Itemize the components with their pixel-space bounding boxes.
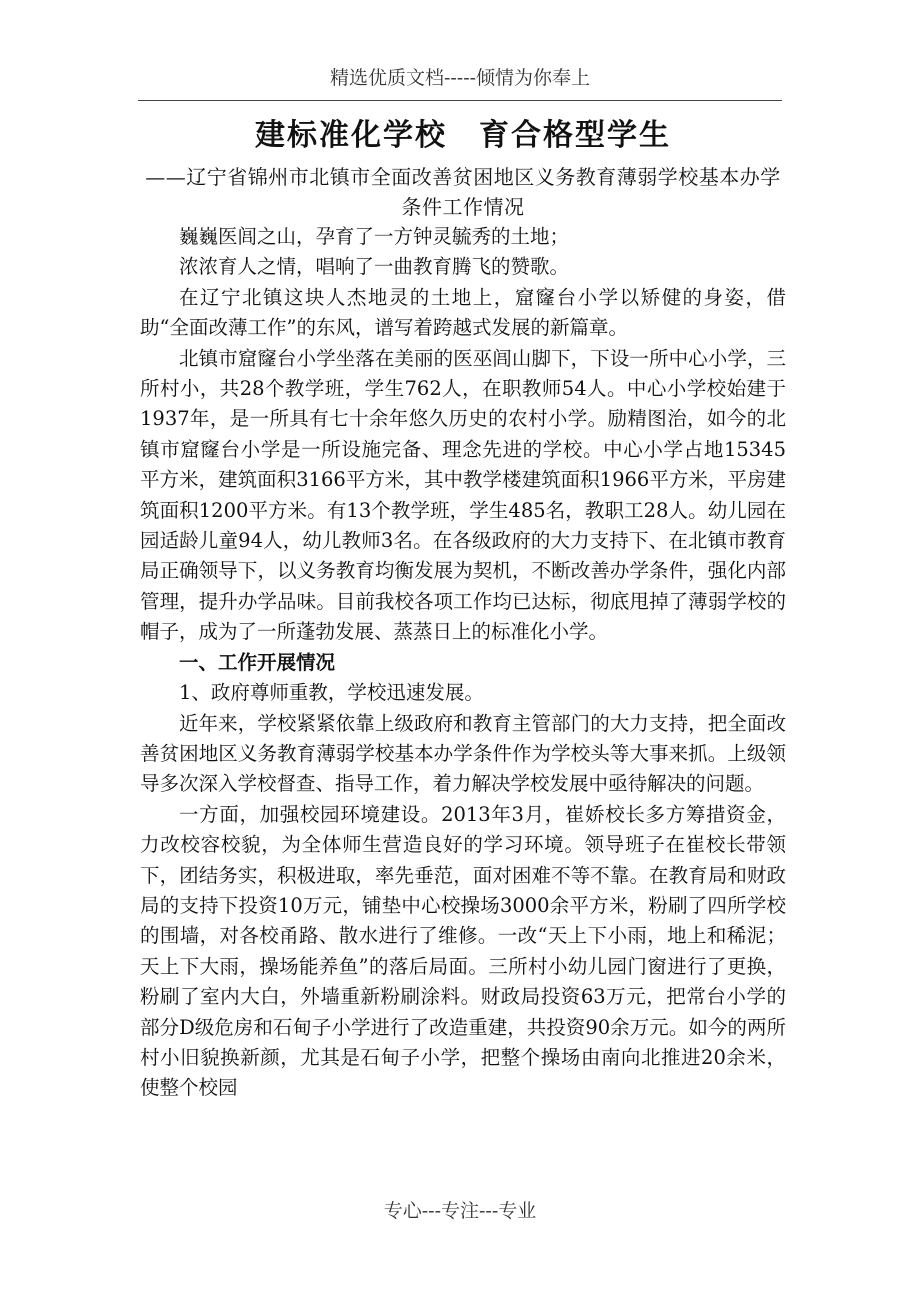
document-subtitle: ——辽宁省锦州市北镇市全面改善贫困地区义务教育薄弱学校基本办学条件工作情况 xyxy=(145,165,781,219)
paragraph: 浓浓育人之情，唱响了一曲教育腾飞的赞歌。 xyxy=(179,255,570,279)
page-header: 精选优质文档-----倾情为你奉上 xyxy=(138,64,782,101)
paragraph: 北镇市窟窿台小学坐落在美丽的医巫闾山脚下，下设一所中心小学，三所村小，共28个教学班，学生762人，在职教师54人。中心小学校始建于1937年，是一所具有七十余年悠久历史的农村小学。励精图治，如今的北镇市窟窿台小学是一所设施完备、理念先进的学校。中心小学占地15345平方米，建筑面积3166平方米，其中教学楼建筑面积1966平方米，平房建筑面积1200平方米。有13个教学班，学生485名，教职工28人。幼儿园在园适龄儿童94人，幼儿教师3名。在各级政府的大力支持下、在北镇市教育局正确领导下，以义务教育均衡发展为契机，不断改善办学条件，强化内部管理，提升办学品味。目前我校各项工作均已达标，彻底甩掉了薄弱学校的帽子，成为了一所蓬勃发展、蒸蒸日上的标准化小学。 xyxy=(140,346,786,644)
subsection-heading: 1、政府尊师重教，学校迅速发展。 xyxy=(179,681,484,705)
body-text xyxy=(140,222,786,1104)
paragraph: 在辽宁北镇这块人杰地灵的土地上，窟窿台小学以矫健的身姿，借助“全面改薄工作”的东风，谱写着跨越式发展的新篇章。 xyxy=(140,285,786,340)
document-title: 建标准化学校 育合格型学生 xyxy=(255,118,671,153)
paragraph: 近年来，学校紧紧依靠上级政府和教育主管部门的大力支持，把全面改善贫困地区义务教育薄弱学校基本办学条件作为学校头等大事来抓。上级领导多次深入学校督查、指导工作，着力解决学校发展中亟待解决的问题。 xyxy=(140,711,786,796)
paragraph: 一方面，加强校园环境建设。2013年3月，崔娇校长多方筹措资金，力改校容校貌，为全体师生营造良好的学习环境。领导班子在崔校长带领下，团结务实，积极进取，率先垂范，面对困难不等不靠。在教育局和财政局的支持下投资10万元，铺垫中心校操场3000余平方米，粉刷了四所学校的围墙，对各校甬路、散水进行了维修。一改“天上下小雨，地上和稀泥；天上下大雨，操场能养鱼”的落后局面。三所村小幼儿园门窗进行了更换，粉刷了室内大白，外墙重新粉刷涂料。财政局投资63万元，把常台小学的部分D级危房和石甸子小学进行了改造重建，共投资90余万元。如今的两所村小旧貌换新颜，尤其是石甸子小学，把整个操场由南向北推进20余米，使整个校园 xyxy=(140,802,786,1100)
page-footer: 专心---专注---专业 xyxy=(383,1200,537,1222)
paragraph: 巍巍医闾之山，孕育了一方钟灵毓秀的土地； xyxy=(179,225,570,248)
document-body xyxy=(140,112,786,1104)
section-heading: 一、工作开展情况 xyxy=(179,650,336,674)
